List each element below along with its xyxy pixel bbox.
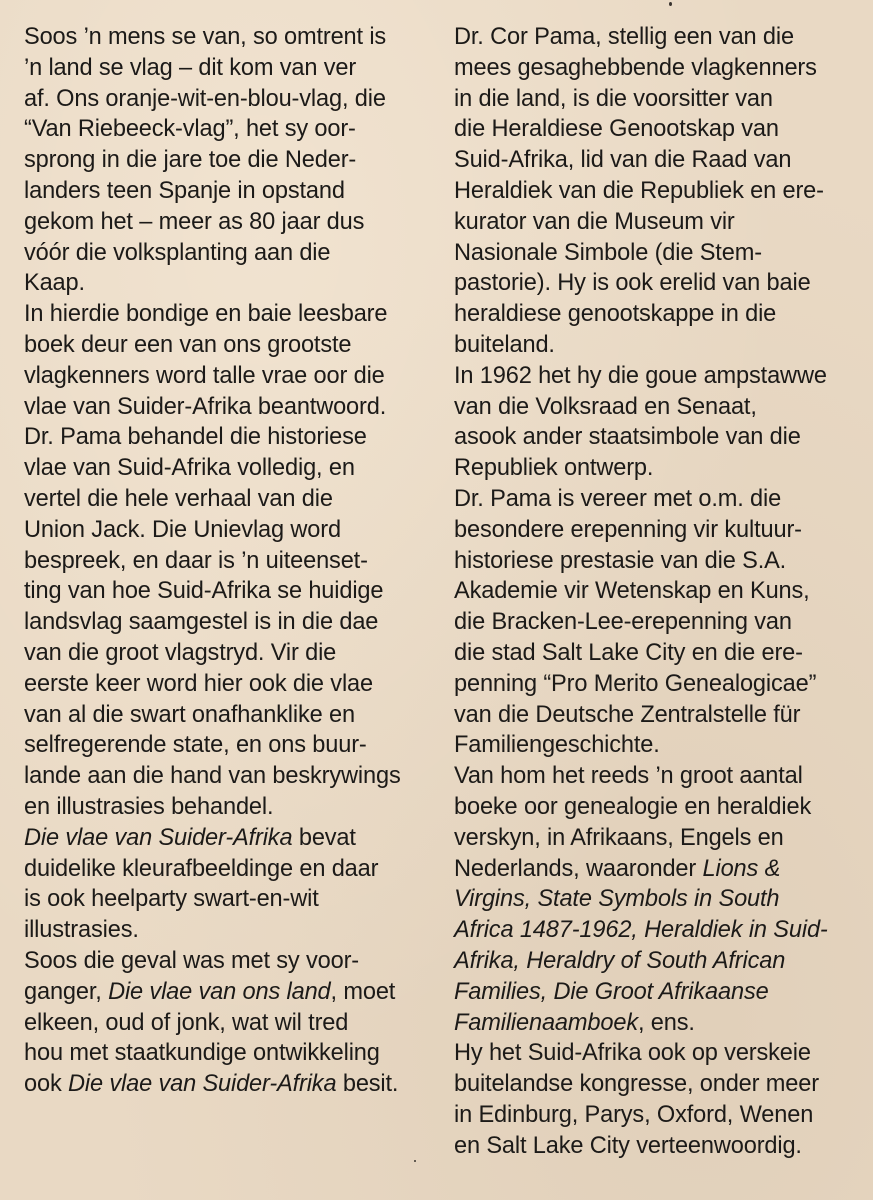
text-segment: vlagkenners word talle vrae oor die — [24, 362, 385, 389]
text-line — [24, 854, 434, 885]
text-segment: asook ander staatsimbole van die — [454, 424, 801, 451]
italic-book-title: Die vlae van ons land — [108, 978, 331, 1005]
text-segment: , ens. — [637, 1009, 695, 1036]
text-line — [454, 53, 869, 84]
text-line — [24, 669, 434, 700]
text-line — [24, 422, 434, 453]
text-segment: mees gesaghebbende vlagkenners — [454, 54, 817, 81]
text-line — [454, 422, 869, 453]
italic-book-title: Lions & — [702, 855, 781, 882]
text-segment: selfregerende state, en ons buur- — [24, 732, 367, 759]
text-segment: vlae van Suider-Afrika beantwoord. — [24, 393, 387, 420]
text-line — [454, 207, 869, 238]
text-line — [24, 576, 434, 607]
text-line — [24, 700, 434, 731]
text-segment: van die groot vlagstryd. Vir die — [24, 639, 337, 666]
text-segment: en Salt Lake City verteenwoordig. — [454, 1132, 802, 1159]
text-line — [454, 977, 869, 1008]
text-line — [454, 268, 869, 299]
text-segment: verskyn, in Afrikaans, Engels en — [454, 824, 784, 851]
text-segment: elkeen, oud of jonk, wat wil tred — [24, 1009, 349, 1036]
text-segment: die stad Salt Lake City en die ere- — [454, 639, 803, 666]
text-line — [454, 915, 869, 946]
text-line — [454, 145, 869, 176]
text-line — [24, 515, 434, 546]
text-line — [454, 330, 869, 361]
text-line — [454, 238, 869, 269]
text-segment: Soos ’n mens se van, so omtrent is — [24, 24, 387, 50]
text-line — [454, 669, 869, 700]
text-segment: Akademie vir Wetenskap en Kuns, — [454, 578, 810, 605]
text-line — [454, 84, 869, 115]
text-line — [24, 53, 434, 84]
text-segment: Heraldiek van die Republiek en ere- — [454, 177, 824, 204]
text-segment: hou met staatkundige ontwikkeling — [24, 1040, 380, 1067]
text-line — [24, 946, 434, 977]
text-line — [24, 638, 434, 669]
text-line — [24, 1008, 434, 1039]
text-segment: sprong in die jare toe die Neder- — [24, 147, 357, 174]
text-line — [454, 1069, 869, 1100]
text-line — [454, 515, 869, 546]
text-line — [24, 607, 434, 638]
text-segment: van al die swart onafhanklike en — [24, 701, 355, 728]
italic-book-title: Familienaamboek — [454, 1009, 638, 1036]
text-line — [24, 453, 434, 484]
text-line — [454, 22, 869, 53]
text-segment: In hierdie bondige en baie leesbare — [24, 301, 388, 328]
text-segment: Nederlands, waaronder — [454, 855, 703, 882]
text-segment: af. Ons oranje-wit-en-blou-vlag, die — [24, 85, 386, 112]
text-segment: historiese prestasie van die S.A. — [454, 547, 787, 574]
text-line — [24, 730, 434, 761]
text-segment: Kaap. — [24, 270, 85, 297]
text-segment: landers teen Spanje in opstand — [24, 177, 345, 204]
text-segment: ganger, — [24, 978, 109, 1005]
text-line — [24, 823, 434, 854]
text-segment: Suid-Afrika, lid van die Raad van — [454, 147, 792, 174]
text-segment: Nasionale Simbole (die Stem- — [454, 239, 762, 266]
text-line — [24, 22, 434, 53]
text-line — [454, 761, 869, 792]
text-line — [454, 823, 869, 854]
italic-book-title: Afrika, Heraldry of South African — [454, 947, 786, 974]
text-line — [24, 977, 434, 1008]
text-line — [24, 484, 434, 515]
text-segment: van die Deutsche Zentralstelle für — [454, 701, 801, 728]
text-segment: illustrasies. — [24, 917, 139, 944]
text-line — [24, 145, 434, 176]
text-segment: duidelike kleurafbeeldinge en daar — [24, 855, 379, 882]
text-segment: vertel die hele verhaal van die — [24, 485, 333, 512]
text-line — [24, 1069, 434, 1100]
text-line — [454, 884, 869, 915]
text-line — [454, 700, 869, 731]
text-line — [454, 792, 869, 823]
text-segment: die Bracken-Lee-erepenning van — [454, 609, 792, 636]
text-segment: in die land, is die voorsitter van — [454, 85, 773, 112]
paper-speck — [669, 2, 672, 6]
text-segment: Hy het Suid-Afrika ook op verskeie — [454, 1040, 811, 1067]
text-line — [24, 361, 434, 392]
text-line — [24, 792, 434, 823]
text-line — [454, 1038, 869, 1069]
text-line — [454, 1008, 869, 1039]
text-segment: Dr. Pama behandel die historiese — [24, 424, 367, 451]
text-line — [454, 453, 869, 484]
text-line — [454, 176, 869, 207]
text-segment: boek deur een van ons grootste — [24, 331, 352, 358]
text-segment: Republiek ontwerp. — [454, 455, 654, 482]
text-segment: vóór die volksplanting aan die — [24, 239, 331, 266]
text-line — [454, 546, 869, 577]
text-segment: ting van hoe Suid-Afrika se huidige — [24, 578, 384, 605]
text-line — [24, 884, 434, 915]
text-segment: eerste keer word hier ook die vlae — [24, 670, 373, 697]
text-line — [454, 299, 869, 330]
text-line — [24, 299, 434, 330]
text-segment: boeke oor genealogie en heraldiek — [454, 793, 812, 820]
text-line — [454, 854, 869, 885]
text-segment: besit. — [336, 1071, 399, 1098]
text-line — [24, 761, 434, 792]
text-line — [24, 176, 434, 207]
text-line — [454, 607, 869, 638]
text-line — [454, 576, 869, 607]
text-segment: penning “Pro Merito Genealogicae” — [454, 670, 817, 697]
text-line — [24, 238, 434, 269]
italic-book-title: Families, Die Groot Afrikaanse — [454, 978, 769, 1005]
text-segment: landsvlag saamgestel is in die dae — [24, 609, 379, 636]
text-segment: lande aan die hand van beskrywings — [24, 763, 401, 790]
text-line — [454, 392, 869, 423]
italic-book-title: Die vlae van Suider-Afrika — [68, 1071, 337, 1098]
text-segment: besondere erepenning vir kultuur- — [454, 516, 802, 543]
text-segment: kurator van die Museum vir — [454, 208, 735, 235]
text-segment: heraldiese genootskappe in die — [454, 301, 777, 328]
text-line — [24, 268, 434, 299]
text-segment: Van hom het reeds ’n groot aantal — [454, 763, 803, 790]
text-segment: bespreek, en daar is ’n uiteenset- — [24, 547, 368, 574]
text-segment: pastorie). Hy is ook erelid van baie — [454, 270, 811, 297]
text-segment: vlae van Suid-Afrika volledig, en — [24, 455, 355, 482]
text-line — [24, 207, 434, 238]
italic-book-title: Die vlae van Suider-Afrika — [24, 824, 293, 851]
italic-book-title: Africa 1487-1962, Heraldiek in Suid- — [454, 917, 828, 944]
text-line — [24, 915, 434, 946]
left-text-column — [24, 22, 434, 1100]
text-segment: is ook heelparty swart-en-wit — [24, 886, 319, 913]
text-line — [454, 946, 869, 977]
paper-speck — [414, 1160, 416, 1162]
text-segment: Dr. Pama is vereer met o.m. die — [454, 485, 782, 512]
text-line — [24, 392, 434, 423]
text-segment: Soos die geval was met sy voor- — [24, 947, 359, 974]
text-segment: gekom het – meer as 80 jaar dus — [24, 208, 365, 235]
text-segment: ’n land se vlag – dit kom van ver — [24, 54, 357, 81]
text-segment: “Van Riebeeck-vlag”, het sy oor- — [24, 116, 356, 143]
text-line — [454, 114, 869, 145]
text-line — [24, 330, 434, 361]
text-segment: bevat — [292, 824, 356, 851]
italic-book-title: Virgins, State Symbols in South — [454, 886, 780, 913]
text-segment: Familiengeschichte. — [454, 732, 660, 759]
text-line — [454, 1100, 869, 1131]
text-line — [24, 84, 434, 115]
right-text-column — [454, 22, 869, 1161]
text-line — [24, 1038, 434, 1069]
text-segment: buitelandse kongresse, onder meer — [454, 1071, 819, 1098]
text-segment: die Heraldiese Genootskap van — [454, 116, 779, 143]
text-segment: en illustrasies behandel. — [24, 793, 274, 820]
text-line — [454, 361, 869, 392]
text-segment: ook — [24, 1071, 68, 1098]
text-segment: In 1962 het hy die goue ampstawwe — [454, 362, 827, 389]
text-line — [454, 1131, 869, 1162]
text-line — [454, 484, 869, 515]
text-segment: , moet — [330, 978, 396, 1005]
text-line — [24, 114, 434, 145]
text-segment: buiteland. — [454, 331, 555, 358]
text-segment: in Edinburg, Parys, Oxford, Wenen — [454, 1101, 814, 1128]
text-segment: Dr. Cor Pama, stellig een van die — [454, 24, 794, 50]
text-line — [454, 730, 869, 761]
text-line — [24, 546, 434, 577]
text-segment: van die Volksraad en Senaat, — [454, 393, 757, 420]
text-line — [454, 638, 869, 669]
text-segment: Union Jack. Die Unievlag word — [24, 516, 341, 543]
